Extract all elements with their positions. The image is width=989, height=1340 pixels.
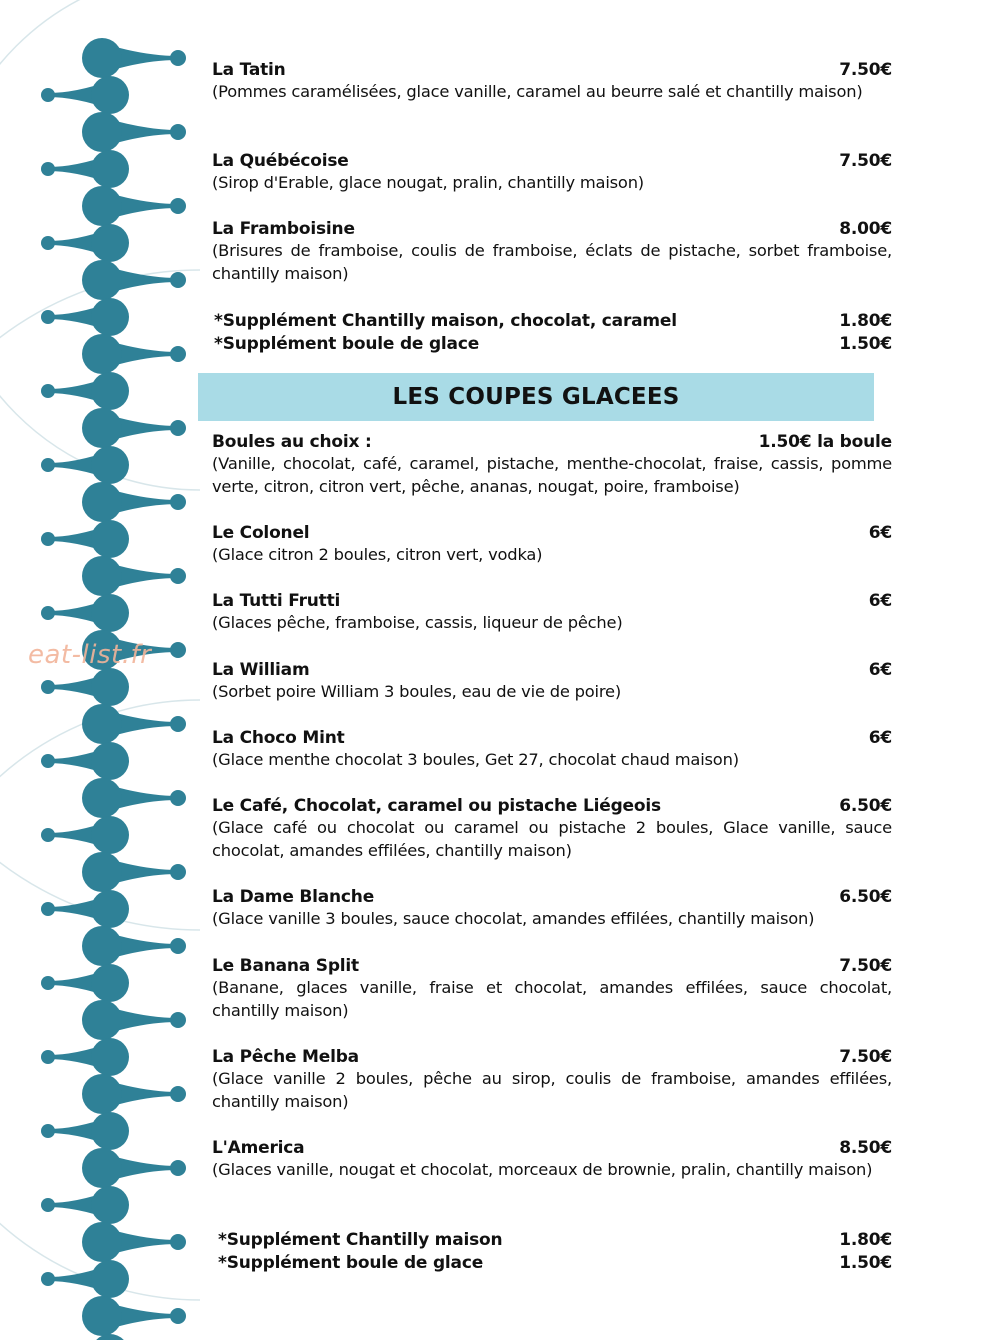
drop-shape — [41, 964, 129, 1002]
drop-shape — [82, 1000, 186, 1040]
item-price: 7.50€ — [839, 151, 892, 171]
drop-shape — [82, 704, 186, 744]
item-name: La Tatin — [212, 60, 286, 80]
item-price: 6€ — [868, 523, 892, 543]
item-price: 6€ — [868, 660, 892, 680]
supplement-row — [214, 333, 892, 356]
drop-shape — [41, 372, 129, 410]
item-price: 6€ — [868, 728, 892, 748]
supplements — [218, 1229, 892, 1275]
item-description: (Glace vanille 3 boules, sauce chocolat, amandes effilées, chantilly maison) — [212, 909, 815, 928]
supplement-price: 1.80€ — [839, 1230, 892, 1250]
drop-shape — [82, 1296, 186, 1336]
drop-shape — [41, 520, 129, 558]
drop-shape — [82, 38, 186, 78]
supplement-row — [214, 310, 892, 333]
item-price: 7.50€ — [839, 1047, 892, 1067]
item-name: La Choco Mint — [212, 728, 345, 748]
menu-item — [212, 956, 892, 1022]
drop-shape — [41, 1038, 129, 1076]
item-description: (Glace menthe chocolat 3 boules, Get 27, chocolat chaud maison) — [212, 750, 739, 769]
item-description: (Glaces vanille, nougat et chocolat, morceaux de brownie, pralin, chantilly maison) — [212, 1160, 873, 1179]
drop-shape — [41, 224, 129, 262]
item-description: (Glace café ou chocolat ou caramel ou pistache 2 boules, Glace vanille, sauce chocolat, amandes effilées, chantilly maison) — [212, 818, 892, 860]
item-name: La William — [212, 660, 310, 680]
item-name: La Pêche Melba — [212, 1047, 359, 1067]
item-price: 1.50€ la boule — [758, 432, 892, 452]
supplement-price: 1.80€ — [839, 311, 892, 331]
supplement-label: *Supplément Chantilly maison — [218, 1230, 503, 1250]
item-name: La Québécoise — [212, 151, 349, 171]
drop-shape — [82, 334, 186, 374]
item-name: La Framboisine — [212, 219, 355, 239]
drop-shape — [41, 150, 129, 188]
drop-shape — [41, 816, 129, 854]
drop-shape — [41, 742, 129, 780]
drop-shape — [82, 112, 186, 152]
drop-shape — [82, 926, 186, 966]
drop-shape — [82, 408, 186, 448]
menu-item — [212, 591, 892, 634]
drop-shape — [41, 446, 129, 484]
supplement-label: *Supplément boule de glace — [218, 1253, 484, 1273]
section-title: LES COUPES GLACEES — [392, 384, 680, 410]
item-description: (Sorbet poire William 3 boules, eau de vie de poire) — [212, 682, 621, 701]
item-name: Le Banana Split — [212, 956, 359, 976]
drop-shape — [41, 1260, 129, 1298]
watermark: eat-list.fr — [28, 640, 152, 670]
drop-shape — [82, 1074, 186, 1114]
item-price: 6.50€ — [839, 796, 892, 816]
menu-item — [212, 728, 892, 771]
item-name: L'America — [212, 1138, 305, 1158]
menu-item — [212, 660, 892, 703]
item-description: (Pommes caramélisées, glace vanille, caramel au beurre salé et chantilly maison) — [212, 82, 863, 101]
menu-item — [212, 60, 892, 103]
item-name: La Tutti Frutti — [212, 591, 341, 611]
drop-shape — [41, 1186, 129, 1224]
item-description: (Vanille, chocolat, café, caramel, pistache, menthe-chocolat, fraise, cassis, pomme verte, citron, citron vert, pêche, ananas, nougat, poire, framboise) — [212, 454, 892, 496]
item-price: 8.00€ — [839, 219, 892, 239]
drop-shape — [82, 1222, 186, 1262]
menu-item — [212, 151, 892, 194]
drop-shape — [82, 260, 186, 300]
section-title-banner — [198, 373, 874, 421]
item-description: (Glace citron 2 boules, citron vert, vodka) — [212, 545, 543, 564]
item-price: 6.50€ — [839, 887, 892, 907]
item-description: (Brisures de framboise, coulis de framboise, éclats de pistache, sorbet framboise, chantilly maison) — [212, 241, 892, 283]
supplement-label: *Supplément Chantilly maison, chocolat, caramel — [214, 311, 677, 331]
supplement-row — [218, 1252, 892, 1275]
supplement-price: 1.50€ — [839, 1253, 892, 1273]
menu-item — [212, 432, 892, 498]
drop-shape — [41, 668, 129, 706]
item-name: Le Café, Chocolat, caramel ou pistache Liégeois — [212, 796, 661, 816]
supplement-label: *Supplément boule de glace — [214, 334, 480, 354]
item-description: (Sirop d'Erable, glace nougat, pralin, chantilly maison) — [212, 173, 644, 192]
item-price: 7.50€ — [839, 956, 892, 976]
drop-shape — [82, 186, 186, 226]
drop-shape — [41, 1334, 129, 1340]
menu-item — [212, 523, 892, 566]
supplement-row — [218, 1229, 892, 1252]
drop-shape — [82, 852, 186, 892]
supplements — [214, 310, 892, 356]
supplement-price: 1.50€ — [839, 334, 892, 354]
item-price: 7.50€ — [839, 60, 892, 80]
item-name: Boules au choix : — [212, 432, 372, 452]
drop-shape — [41, 76, 129, 114]
item-name: La Dame Blanche — [212, 887, 375, 907]
drop-shape — [82, 556, 186, 596]
menu-item — [212, 1047, 892, 1113]
drop-shape — [41, 1112, 129, 1150]
drop-shape — [41, 594, 129, 632]
menu-item — [212, 219, 892, 285]
item-description: (Glaces pêche, framboise, cassis, liqueur de pêche) — [212, 613, 623, 632]
item-name: Le Colonel — [212, 523, 310, 543]
drop-shape — [82, 1148, 186, 1188]
item-description: (Banane, glaces vanille, fraise et chocolat, amandes effilées, sauce chocolat, chantilly maison) — [212, 978, 892, 1020]
decorative-drops-border — [0, 0, 200, 1340]
item-price: 8.50€ — [839, 1138, 892, 1158]
item-price: 6€ — [868, 591, 892, 611]
menu-item — [212, 1138, 892, 1181]
drop-shape — [82, 778, 186, 818]
item-description: (Glace vanille 2 boules, pêche au sirop, coulis de framboise, amandes effilées, chantilly maison) — [212, 1069, 892, 1111]
menu-item — [212, 796, 892, 862]
menu-item — [212, 887, 892, 930]
